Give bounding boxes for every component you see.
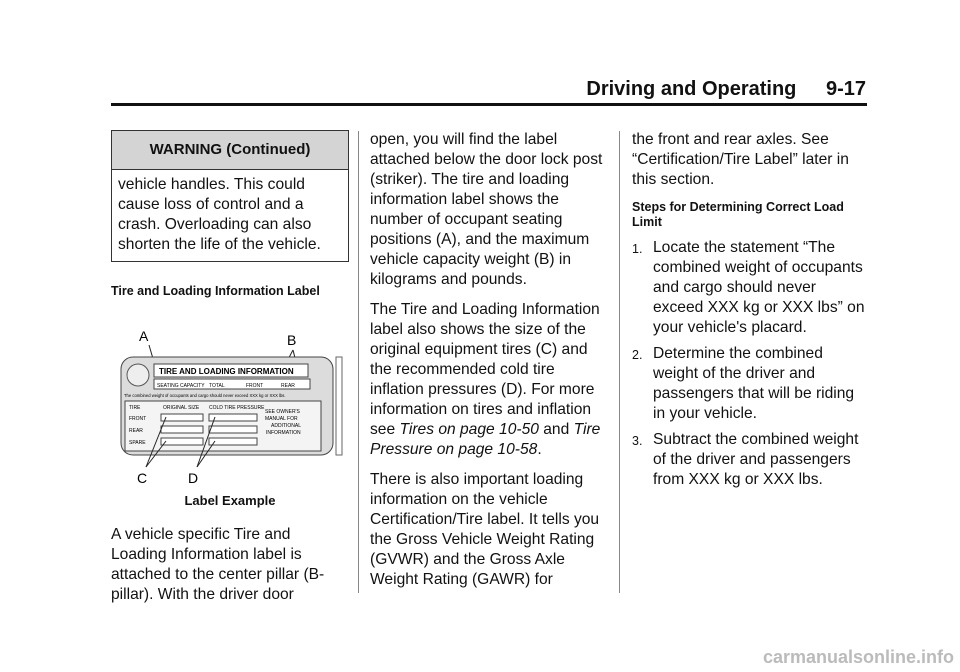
- paragraph-text: .: [537, 441, 542, 458]
- column-1: [111, 130, 349, 615]
- paragraph: open, you will find the label attached below the door lock post (striker). The tire and loading information label shows the number of occupant seating positions (A), and the maximum vehicle capacity weight (B) in kilograms and pounds.: [370, 131, 603, 288]
- step-text: Determine the combined weight of the driver and passengers that will be riding in your vehicle.: [653, 345, 855, 422]
- step-number: 3.: [632, 434, 643, 448]
- paragraph: [370, 300, 606, 460]
- callout-d: D: [188, 470, 199, 486]
- size-field: [161, 426, 203, 433]
- size-field: [161, 414, 203, 421]
- page-number: 9-17: [825, 78, 866, 100]
- column-2: [370, 130, 606, 600]
- step-number: 1.: [632, 242, 643, 256]
- paragraph-text: The Tire and Loading Information label also shows the size of the original equipment tires (C) and the recommended cold tire inflation pressures (D). For more information on tires and inflation see: [370, 301, 600, 438]
- warning-box: [111, 130, 349, 262]
- pressure-field: [209, 426, 257, 433]
- cross-reference-link[interactable]: Tires on page 10-50: [399, 421, 539, 438]
- step-item: [632, 430, 868, 490]
- paragraph: the front and rear axles. See “Certification/Tire Label” later in this section.: [632, 131, 849, 188]
- note-line: ADDITIONAL: [271, 423, 302, 429]
- perforated-edge: [336, 357, 342, 455]
- callout-a: A: [139, 328, 149, 344]
- paragraph: There is also important loading information on the vehicle Certification/Tire label. It tells you the Gross Vehicle Weight Rating (GVWR) and the Gross Axle Weight Rating (GAWR) for: [370, 471, 600, 588]
- col-tire: TIRE: [129, 405, 141, 411]
- paragraph-text: and: [538, 421, 574, 438]
- pressure-field: [209, 438, 257, 445]
- callout-c: C: [137, 470, 148, 486]
- step-text: Subtract the combined weight of the driver and passengers from XXX kg or XXX lbs.: [653, 431, 859, 488]
- step-text: Locate the statement “The combined weight of occupants and cargo should never exceed XXX kg or XXX lbs” on your vehicle's placard.: [653, 239, 865, 336]
- subheading: Steps for Determining Correct Load Limit: [632, 200, 844, 229]
- label-example-figure: [111, 317, 349, 487]
- step-item: [632, 344, 868, 424]
- row-front: FRONT: [129, 416, 147, 422]
- label-title: TIRE AND LOADING INFORMATION: [159, 367, 294, 376]
- watermark: carmanualsonline.info: [762, 647, 954, 667]
- statement-text: The combined weight of occupants and cargo should never exceed XXX kg or XXX lbs.: [124, 393, 286, 398]
- step-item: [632, 238, 868, 338]
- callout-b: B: [287, 332, 297, 348]
- figure-caption: Label Example: [184, 493, 276, 508]
- pressure-field: [209, 414, 257, 421]
- front-text: FRONT: [246, 383, 264, 389]
- cross-reference-link[interactable]: Tire Pressure on page 10-58: [370, 421, 601, 458]
- header-rule: [111, 103, 867, 106]
- note-line: SEE OWNER'S: [265, 409, 300, 415]
- section-title: Driving and Operating: [586, 78, 797, 100]
- subheading: Tire and Loading Information Label: [111, 284, 320, 298]
- col-cold: COLD TIRE PRESSURE: [209, 405, 265, 411]
- total-text: TOTAL: [209, 383, 225, 389]
- warning-title: WARNING (Continued): [112, 131, 348, 170]
- row-rear: REAR: [129, 428, 143, 434]
- column-3: [632, 130, 868, 496]
- note-line: MANUAL FOR: [265, 416, 298, 422]
- rear-text: REAR: [281, 383, 295, 389]
- warning-body: vehicle handles. This could cause loss of control and a crash. Overloading can also shorten the life of the vehicle.: [118, 176, 321, 253]
- paragraph: A vehicle specific Tire and Loading Information label is attached to the center pillar (B-pillar). With the driver door: [111, 526, 325, 603]
- note-line: INFORMATION: [266, 430, 301, 436]
- column-divider: [619, 131, 620, 593]
- step-number: 2.: [632, 348, 643, 362]
- size-field: [161, 438, 203, 445]
- row-spare: SPARE: [129, 440, 146, 446]
- seating-text: SEATING CAPACITY: [157, 383, 205, 389]
- col-orig: ORIGINAL SIZE: [163, 405, 200, 411]
- column-divider: [358, 131, 359, 593]
- running-header: [562, 78, 866, 101]
- emblem-icon: [127, 364, 149, 386]
